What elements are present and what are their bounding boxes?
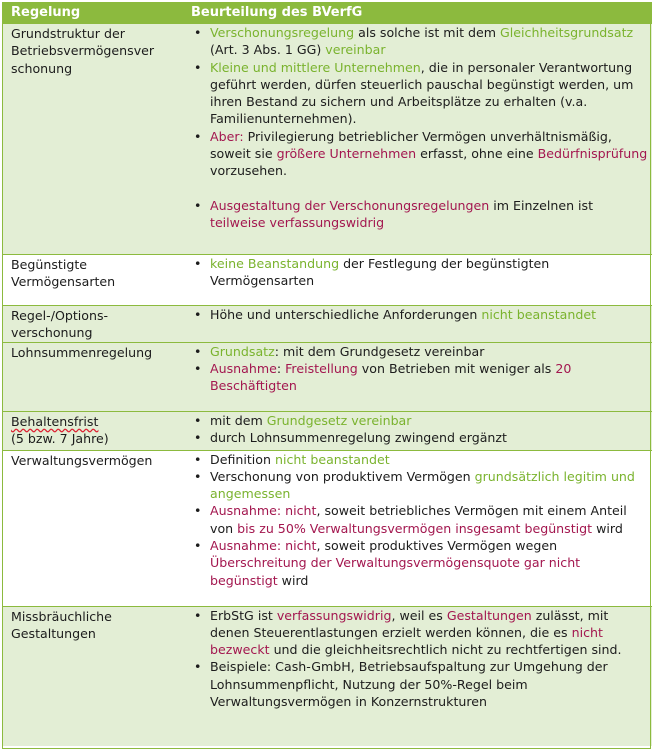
row-lohnsummenregelung <box>2 342 652 411</box>
bullet-text: Höhe und unterschiedliche Anforderungen <box>210 307 482 322</box>
bullet-item <box>191 502 648 537</box>
bullet-text: wird <box>277 572 309 588</box>
highlight-negative: größere Unternehmen <box>276 146 417 162</box>
highlight-negative: Ausgestaltung der Verschonungsregelungen <box>210 197 490 213</box>
bullet-text: (Art. 3 Abs. 1 GG) <box>210 42 326 58</box>
highlight-positive: keine Beanstandung <box>210 256 340 271</box>
bullet-item <box>191 412 648 429</box>
row-assessment <box>182 255 652 306</box>
bullet-text: Definition <box>210 451 275 467</box>
label-line: Lohnsummenregelung <box>11 344 153 360</box>
bullet-list <box>191 607 648 711</box>
bullet-item <box>191 607 648 659</box>
highlight-negative: Gestaltungen <box>446 607 532 623</box>
bullet-text: : <box>276 360 286 376</box>
bullet-list <box>191 412 648 447</box>
bullet-text: zulässt, mit denen Steuerentlastungen erzielt werden können, die es <box>210 607 609 640</box>
bullet-text: ErbStG ist <box>210 607 277 623</box>
bullet-text: , weil es <box>391 607 447 623</box>
highlight-negative: Aber: <box>210 128 244 144</box>
bverfg-assessment-table <box>2 2 652 746</box>
bullet-item <box>191 59 648 128</box>
highlight-negative: teilweise verfassungswidrig <box>210 214 385 230</box>
highlight-positive: nicht beanstandet <box>481 307 597 322</box>
row-verwaltungsvermoegen <box>2 450 652 606</box>
bullet-text: durch Lohnsummenregelung zwingend ergänzt <box>210 429 507 445</box>
header-beurteilung: Beurteilung des BVerfG <box>182 2 652 24</box>
bullet-list <box>191 451 648 589</box>
label-line: verschonung <box>11 325 93 341</box>
bullet-item <box>191 451 648 468</box>
highlight-negative: verfassungswidrig <box>276 607 392 623</box>
label-line: Grundstruktur der <box>11 26 125 41</box>
row-behaltensfrist <box>2 411 652 450</box>
bullet-item <box>191 128 648 180</box>
bullet-text: Privilegierung betrieblicher Vermögen unverhältnismäßig, soweit sie <box>210 128 612 162</box>
bullet-text: im Einzelnen ist <box>489 197 594 213</box>
highlight-positive: Gleichheitsgrundsatz <box>500 25 634 40</box>
bullet-item <box>191 360 648 395</box>
row-beguenstigte-vermoegensarten <box>2 255 652 306</box>
highlight-positive: grundsätzlich legitim und angemessen <box>210 468 635 502</box>
highlight-positive: Grundsatz <box>210 343 275 359</box>
row-missbraeuchliche-gestaltungen <box>2 606 652 746</box>
row-assessment <box>182 450 652 606</box>
row-assessment <box>182 411 652 450</box>
bullet-text: und die gleichheitsrechtlich nicht zu rechtfertigen sind. <box>269 642 622 658</box>
highlight-negative: nicht bezweckt <box>210 624 603 658</box>
highlight-negative: Bedürfnisprüfung <box>537 146 648 162</box>
bullet-list <box>191 343 648 395</box>
bullet-item <box>191 537 648 589</box>
bullet-text: von Betrieben mit weniger als <box>357 360 556 376</box>
highlight-positive: Kleine und mittlere Unternehmen <box>210 59 421 75</box>
highlight-negative: Freistellung <box>285 360 358 376</box>
row-label <box>2 342 182 411</box>
bullet-item <box>191 658 648 710</box>
highlight-positive: vereinbar <box>325 42 386 58</box>
row-label <box>2 606 182 746</box>
bullet-text: Beispiele: Cash-GmbH, Betriebsaufspaltung zur Umgehung der Lohnsummenpflicht, Nutzung der 50%-Regel beim Verwaltungsvermögen in Konzernstrukturen <box>210 659 608 710</box>
bullet-text: wird <box>592 520 623 536</box>
bullet-text: , soweit betriebliches Vermögen mit einem Anteil von <box>210 503 627 536</box>
highlight-negative: 20 Beschäftigten <box>210 360 572 394</box>
bullet-text: erfasst, ohne eine <box>416 146 538 162</box>
highlight-positive: Grundgesetz vereinbar <box>266 412 412 428</box>
bullet-text: Verschonung von produktivem Vermögen <box>210 468 475 484</box>
bullet-text: , die in personaler Verantwortung geführt werden, dürfen steuerlich pauschal begünstigt werden, um ihren Bestand zu sichern und Arbeitsplätze zu erhalten (v.a. Familienunternehmen). <box>210 59 634 127</box>
highlight-negative: Überschreitung der Verwaltungsvermögensquote gar nicht begünstigt <box>210 555 581 588</box>
bullet-list <box>191 255 648 290</box>
header-regelung: Regelung <box>2 2 182 24</box>
row-assessment <box>182 24 652 255</box>
label-line: Verwaltungsvermögen <box>11 452 153 468</box>
bullet-text: vorzusehen. <box>210 163 287 179</box>
row-label <box>2 411 182 450</box>
row-grundstruktur <box>2 24 652 255</box>
bullet-item <box>191 197 648 232</box>
header-row <box>2 2 652 24</box>
bullet-text: der Festlegung der begünstigten Vermögensarten <box>210 256 550 289</box>
row-label <box>2 255 182 306</box>
label-line: Vermögensarten <box>11 274 116 290</box>
row-label <box>2 24 182 255</box>
bullet-text: , soweit produktives Vermögen wegen <box>316 538 558 554</box>
label-line: Behaltensfrist <box>11 413 99 429</box>
bullet-item <box>191 429 648 446</box>
highlight-negative: bis zu 50% Verwaltungsvermögen insgesamt begünstigt <box>237 520 593 536</box>
label-line: (5 bzw. 7 Jahre) <box>11 430 109 446</box>
label-line: schonung <box>11 60 73 76</box>
label-line: Regel-/Options- <box>11 308 109 323</box>
bullet-list <box>191 24 648 231</box>
bullet-text: mit dem <box>210 412 267 428</box>
row-assessment <box>182 306 652 343</box>
row-assessment <box>182 342 652 411</box>
bullet-item <box>191 343 648 360</box>
label-line: Missbräuchliche <box>11 608 112 624</box>
bullet-list <box>191 306 648 323</box>
row-assessment <box>182 606 652 746</box>
label-line: Gestaltungen <box>11 625 96 641</box>
highlight-positive: Verschonungsregelung <box>210 25 355 40</box>
label-line: Betriebsvermögensver <box>11 43 155 59</box>
bullet-item <box>191 255 648 290</box>
bullet-text: als solche ist mit dem <box>354 25 501 40</box>
highlight-negative: Ausnahme: nicht <box>210 538 317 554</box>
bullet-text: : mit dem Grundgesetz vereinbar <box>274 343 485 359</box>
bullet-item <box>191 24 648 59</box>
bullet-item <box>191 468 648 503</box>
row-label <box>2 306 182 343</box>
row-regel-optionsverschonung <box>2 306 652 343</box>
highlight-negative: Ausnahme: nicht <box>210 503 317 519</box>
row-label <box>2 450 182 606</box>
label-line: Begünstigte <box>11 257 88 272</box>
bullet-item <box>191 306 648 323</box>
highlight-negative: Ausnahme <box>210 360 277 376</box>
highlight-positive: nicht beanstandet <box>275 451 390 467</box>
